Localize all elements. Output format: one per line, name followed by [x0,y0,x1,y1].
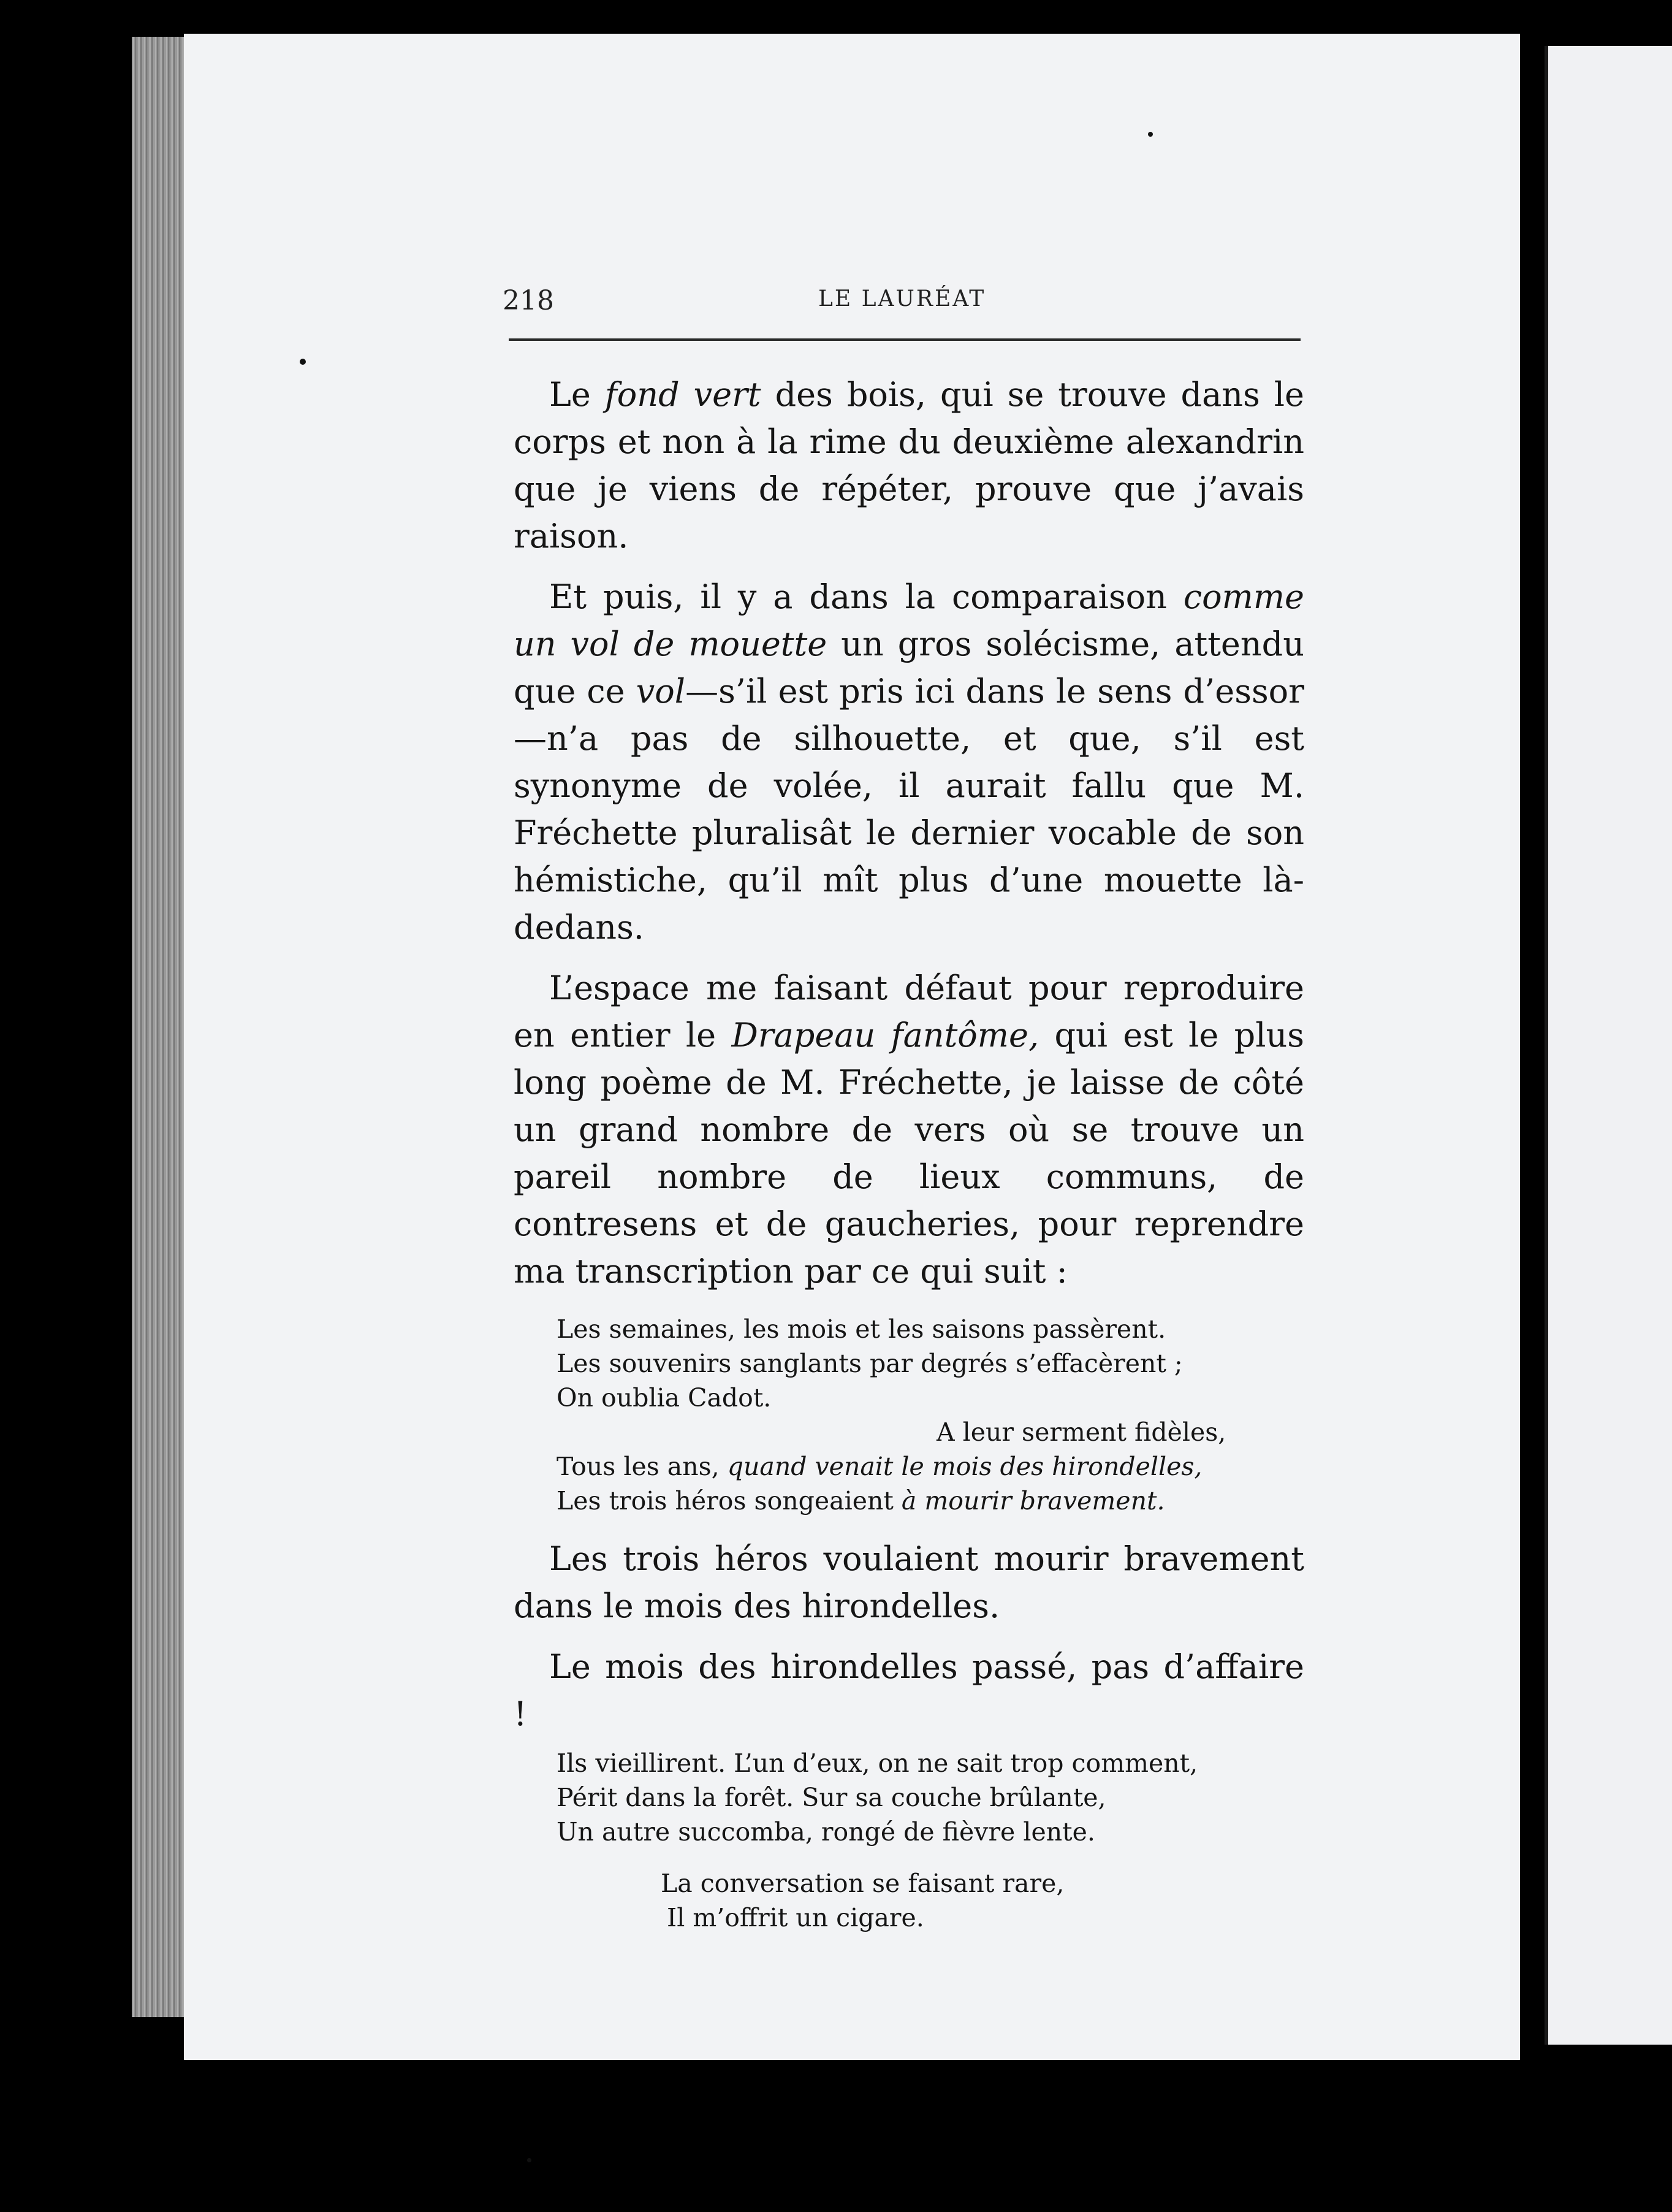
verse-line: Les semaines, les mois et les saisons passèrent. [557,1314,1166,1344]
paragraph-3: L’espace me faisant défaut pour reproduire en entier le Drapeau fantôme, qui est le plus long poème de M. Fréchette, je laisse de côté un grand nombre de vers où se trouve un pareil nombre de lieux communs, de contresens et de gaucheries, pour reprendre ma transcription par ce qui suit : [514,969,1305,1291]
page-number: 218 [503,285,554,316]
ink-speck [1148,132,1153,137]
verse-quote-1 [514,1312,1304,1518]
verse-line: On oublia Cadot. [557,1383,772,1413]
paragraph-5: Le mois des hirondelles passé, pas d’affaire ! [514,1647,1304,1733]
verse-line: Périt dans la forêt. Sur sa couche brûlante, [557,1783,1106,1812]
verse-line: La conversation se faisant rare, [661,1869,1065,1898]
header-rule [509,338,1301,341]
page-text [514,371,1304,1952]
verse-line: A leur serment fidèles, [937,1417,1226,1447]
verse-line: Les trois héros songeaient à mourir bravement. [557,1486,1165,1516]
verse-quote-2 [514,1746,1304,1849]
running-title: LE LAURÉAT [818,286,986,311]
paragraph-4: Les trois héros voulaient mourir bravement dans le mois des hirondelles. [514,1539,1304,1625]
verse-quote-3 [514,1866,1304,1935]
ink-speck [300,359,306,365]
verse-line: Il m’offrit un cigare. [667,1903,924,1932]
ink-speck [527,2158,531,2162]
paragraph-2: Et puis, il y a dans la comparaison comme un vol de mouette un gros solécisme, attendu que ce vol—s’il est pris ici dans le sens d’essor—n’a pas de silhouette, et que, s’il est synonyme de volée, il aurait fallu que M. Fréchette pluralisât le dernier vocable de son hémistiche, qu’il mît plus d’une mouette là-dedans. [514,578,1304,947]
verse-line: Un autre succomba, rongé de fièvre lente. [557,1817,1095,1847]
verse-line: Tous les ans, quand venait le mois des hirondelles, [557,1452,1203,1481]
book-page-edges [132,37,188,2017]
paragraph-1: Le fond vert des bois, qui se trouve dans le corps et non à la rime du deuxième alexandrin que je viens de répéter, prouve que j’avais raison. [514,375,1304,555]
verse-line: Ils vieillirent. L’un d’eux, on ne sait trop comment, [557,1749,1198,1778]
page-header [503,285,993,322]
facing-page-edge [1545,46,1672,2045]
verse-line: Les souvenirs sanglants par degrés s’effacèrent ; [557,1349,1183,1378]
